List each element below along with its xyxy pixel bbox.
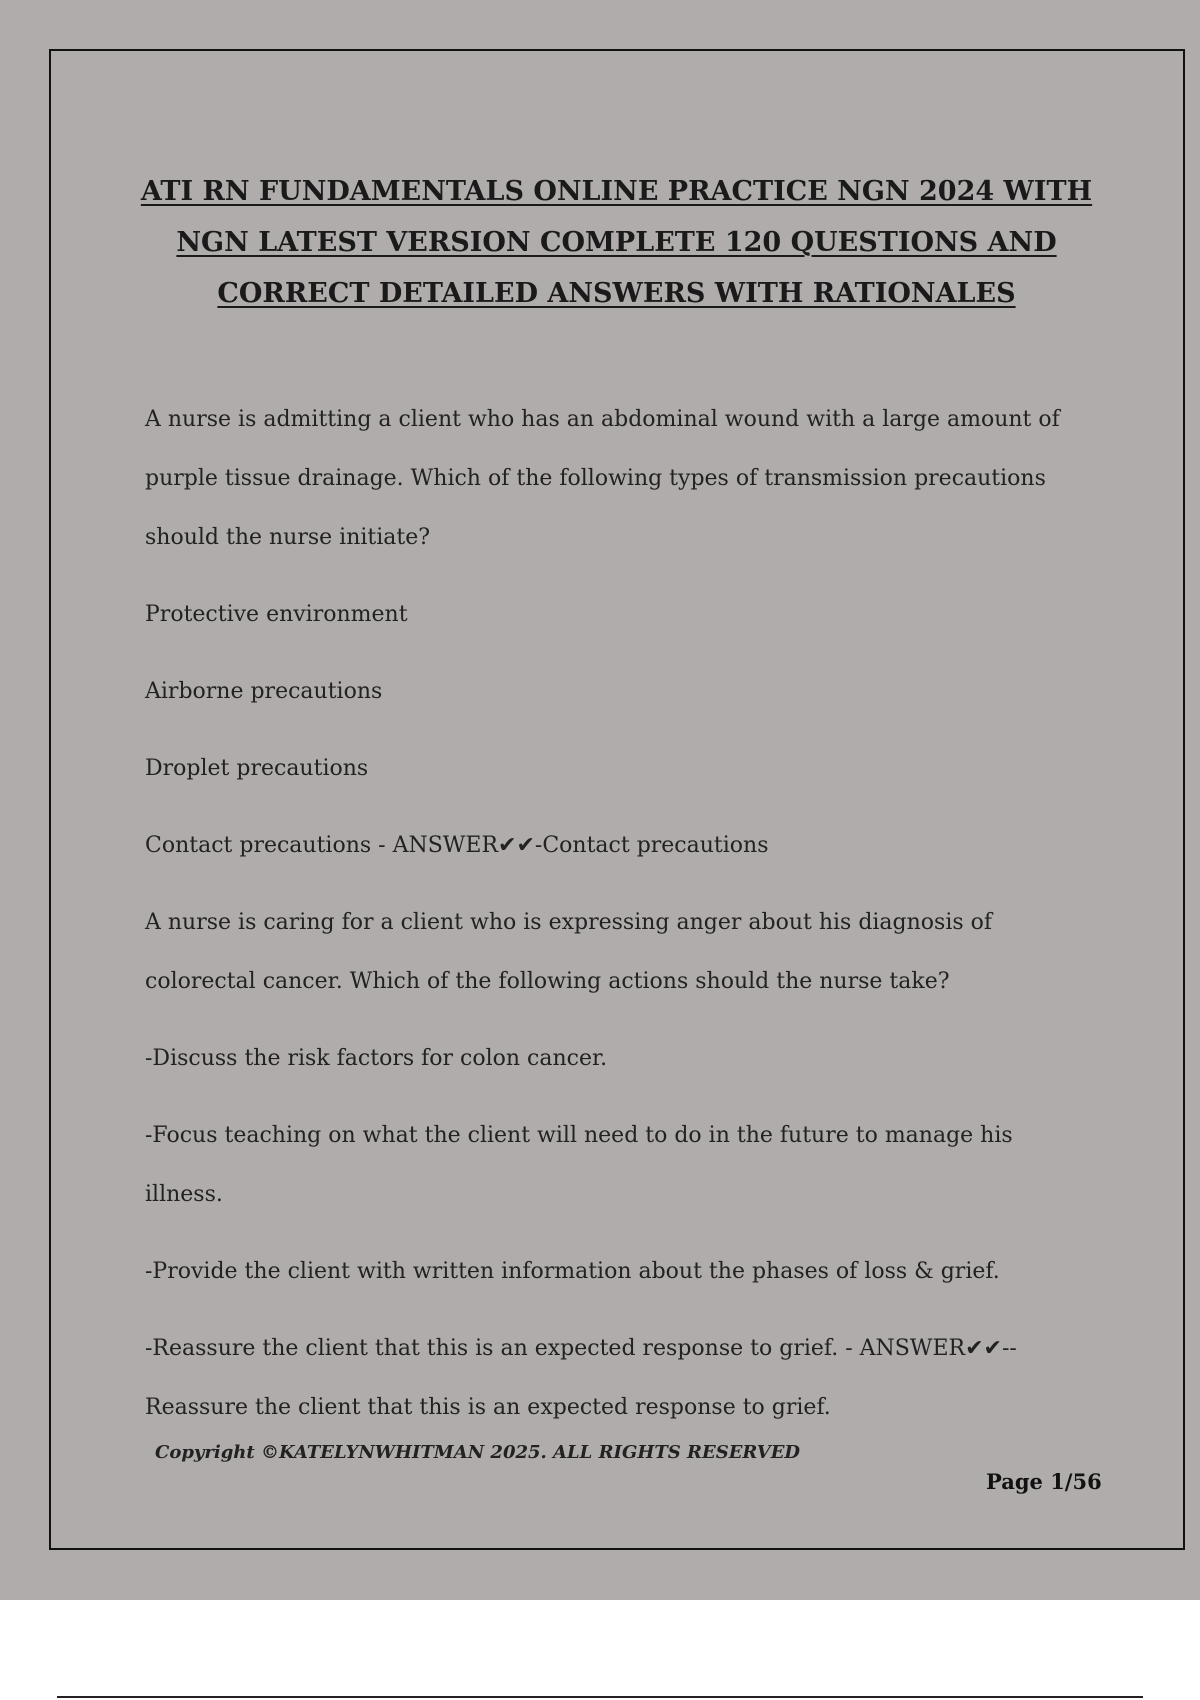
question-2-option-3: -Provide the client with written information about the phases of loss & grief.	[145, 1259, 1000, 1284]
bottom-divider	[57, 1696, 1143, 1698]
question-1-option-3: Droplet precautions	[145, 756, 369, 781]
question-1-option-1: Protective environment	[145, 602, 408, 627]
document-body	[145, 390, 1095, 1437]
question-1-option-4-answer: Contact precautions - ANSWER✔✔-Contact precautions	[145, 833, 769, 858]
document-title	[120, 166, 1113, 319]
title-line-3: CORRECT DETAILED ANSWERS WITH RATIONALES	[217, 278, 1016, 309]
question-1-stem: A nurse is admitting a client who has an abdominal wound with a large amount of purple tissue drainage. Which of the following types of transmission precautions should the nurse initiate?	[145, 407, 1060, 550]
copyright-notice: Copyright ©KATELYNWHITMAN 2025. ALL RIGHTS RESERVED	[155, 1442, 801, 1463]
question-2-stem: A nurse is caring for a client who is expressing anger about his diagnosis of colorectal cancer. Which of the following actions should the nurse take?	[145, 910, 993, 994]
question-2-option-4-answer: -Reassure the client that this is an expected response to grief. - ANSWER✔✔--Reassure the client that this is an expected response to grief.	[145, 1336, 1017, 1420]
question-1-option-2: Airborne precautions	[145, 679, 383, 704]
question-2-option-1: -Discuss the risk factors for colon cancer.	[145, 1046, 608, 1071]
title-line-2: NGN LATEST VERSION COMPLETE 120 QUESTIONS AND	[176, 227, 1057, 258]
page-number: Page 1/56	[986, 1469, 1102, 1494]
question-2-option-2: -Focus teaching on what the client will need to do in the future to manage his illness.	[145, 1123, 1013, 1207]
title-line-1: ATI RN FUNDAMENTALS ONLINE PRACTICE NGN 2024 WITH	[140, 176, 1093, 207]
